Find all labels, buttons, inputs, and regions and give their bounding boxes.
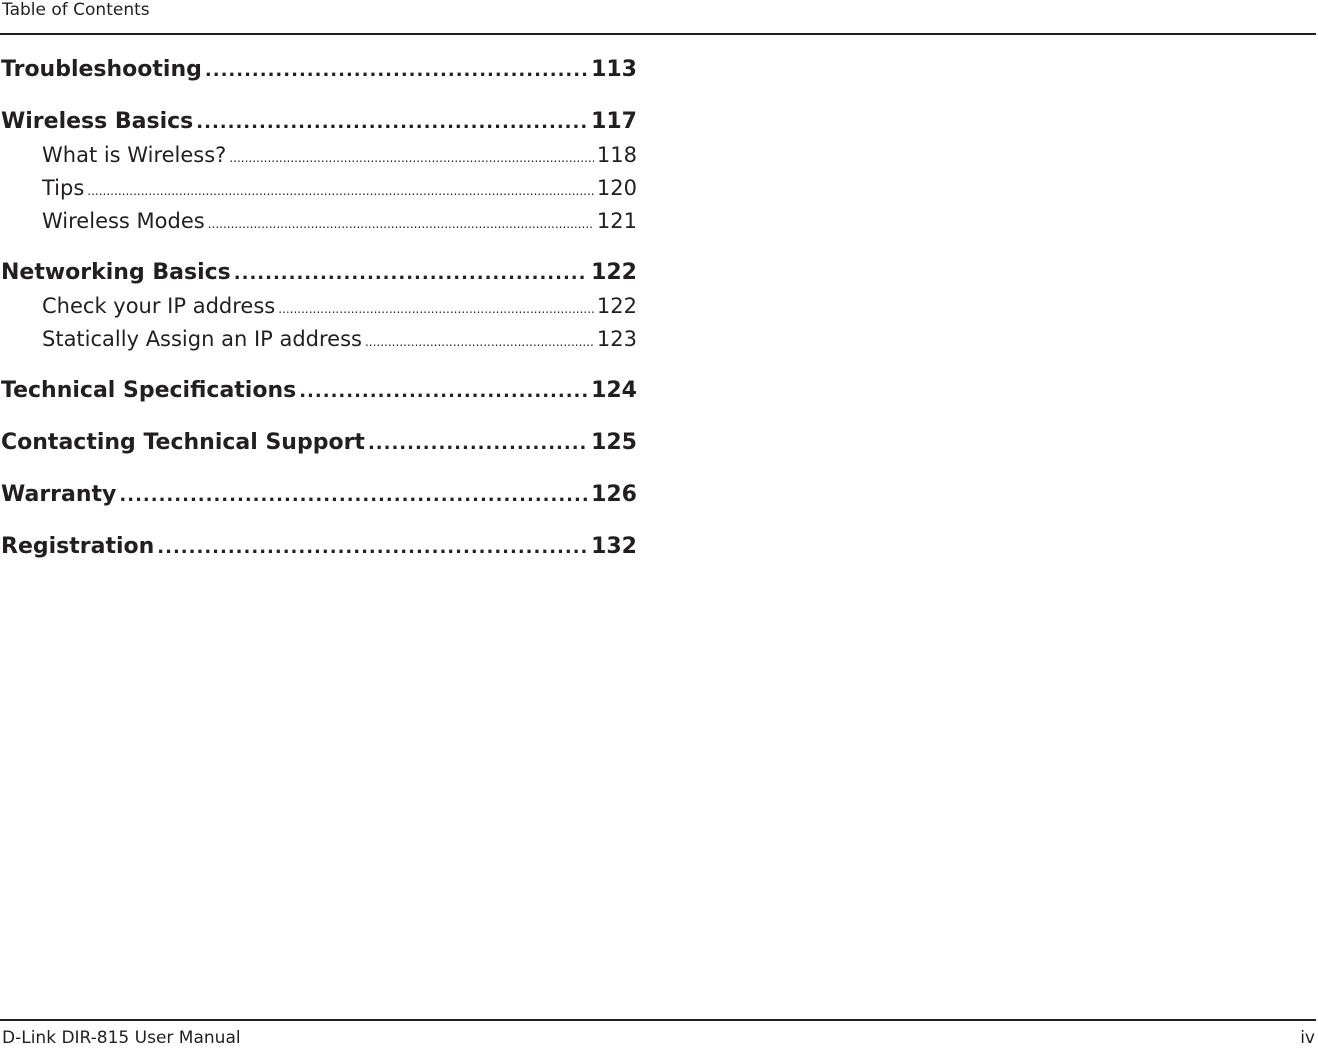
toc-entry-networking-basics[interactable] (1, 258, 637, 288)
footer-page-number: iv (1300, 1028, 1315, 1048)
toc-entry-label: Registration (1, 534, 155, 559)
toc-entry-label: Wireless Modes (42, 209, 205, 233)
toc-entry-label: Contacting Technical Support (1, 430, 365, 455)
toc-entry-technical-specifications[interactable] (1, 376, 637, 406)
toc-page-number: 122 (591, 260, 637, 285)
toc-page-number: 124 (591, 378, 637, 403)
toc-entry-contacting-support[interactable] (1, 428, 637, 458)
toc-entry-label: Troubleshooting (1, 57, 202, 82)
footer-divider (0, 1019, 1316, 1021)
toc-entry-label: Warranty (1, 482, 117, 507)
toc-page-number: 123 (596, 327, 637, 351)
toc-entry-label: Statically Assign an IP address (42, 327, 362, 351)
toc-entry-what-is-wireless[interactable] (42, 141, 637, 169)
toc-entry-label: Check your IP address (42, 294, 276, 318)
toc-page-number: 126 (591, 482, 637, 507)
toc-dot-leader (368, 429, 588, 458)
toc-dot-leader (278, 295, 594, 320)
toc-page-number: 125 (591, 430, 637, 455)
toc-page-number: 122 (596, 294, 637, 318)
toc-dot-leader (119, 481, 588, 510)
toc-entry-label: Tips (42, 176, 85, 200)
toc-entry-label: Wireless Basics (1, 109, 194, 134)
toc-entry-label: Technical Specifications (1, 378, 297, 403)
toc-page-number: 120 (596, 176, 637, 200)
page-header-title: Table of Contents (2, 0, 150, 20)
table-of-contents (0, 0, 640, 600)
toc-entry-troubleshooting[interactable] (1, 55, 637, 85)
toc-entry-tips[interactable] (42, 174, 637, 202)
toc-dot-leader (234, 259, 588, 288)
toc-dot-leader (87, 177, 594, 202)
toc-entry-wireless-basics[interactable] (1, 107, 637, 137)
toc-entry-registration[interactable] (1, 532, 637, 562)
toc-entry-statically-assign-ip[interactable] (42, 325, 637, 353)
footer-manual-name: D-Link DIR-815 User Manual (2, 1028, 241, 1048)
toc-dot-leader (365, 328, 594, 353)
toc-entry-label: Networking Basics (1, 260, 231, 285)
toc-page-number: 132 (591, 534, 637, 559)
toc-entry-check-ip-address[interactable] (42, 292, 637, 320)
toc-dot-leader (205, 56, 588, 85)
toc-page-number: 118 (596, 143, 637, 167)
toc-dot-leader (299, 377, 588, 406)
toc-page-number: 121 (596, 209, 637, 233)
toc-dot-leader (196, 108, 588, 137)
toc-dot-leader (229, 144, 594, 169)
toc-page-number: 113 (591, 57, 637, 82)
toc-page-number: 117 (591, 109, 637, 134)
toc-dot-leader (157, 533, 588, 562)
toc-entry-warranty[interactable] (1, 480, 637, 510)
toc-entry-wireless-modes[interactable] (42, 207, 637, 235)
toc-entry-label: What is Wireless? (42, 143, 227, 167)
toc-dot-leader (208, 210, 594, 235)
